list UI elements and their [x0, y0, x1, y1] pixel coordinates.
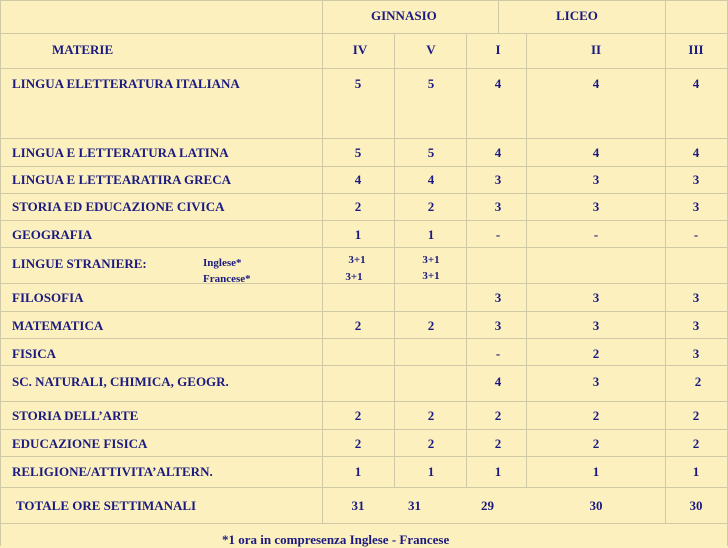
subject-label: RELIGIONE/ATTIVITA’ALTERN. — [12, 464, 213, 479]
table-cell: 3 — [592, 290, 600, 305]
table-cell: 5 — [427, 76, 435, 91]
total-cell: 30 — [689, 498, 703, 513]
table-cell: 3+1 — [345, 271, 363, 283]
subject-label: FILOSOFIA — [12, 290, 84, 305]
table-cell: 3 — [592, 318, 600, 333]
table-cell: 2 — [354, 318, 362, 333]
grid-line — [0, 138, 728, 139]
table-cell: 2 — [692, 408, 700, 423]
table-cell: 4 — [494, 76, 502, 91]
table-cell: 4 — [494, 374, 502, 389]
grid-line — [0, 0, 728, 1]
table-cell: 3 — [592, 172, 600, 187]
grid-line — [466, 33, 467, 488]
table-cell: 4 — [592, 76, 600, 91]
table-cell: 1 — [354, 227, 362, 242]
header-materie: MATERIE — [52, 42, 114, 57]
header-year-ii: II — [590, 42, 602, 57]
table-cell: 3 — [692, 172, 700, 187]
table-cell: - — [495, 346, 501, 361]
grid-line — [0, 401, 728, 402]
table-cell: 3 — [692, 318, 700, 333]
subject-label: FISICA — [12, 346, 57, 361]
grid-line — [0, 247, 728, 248]
table-cell: 2 — [427, 318, 435, 333]
grid-line — [0, 283, 728, 284]
header-year-v: V — [426, 42, 436, 57]
grid-line — [0, 365, 728, 366]
table-cell: 3 — [692, 199, 700, 214]
table-cell: 1 — [427, 227, 435, 242]
table-cell: 2 — [354, 408, 362, 423]
table-cell: 2 — [427, 436, 435, 451]
grid-line — [0, 220, 728, 221]
grid-line — [394, 33, 395, 488]
table-cell: 2 — [692, 436, 700, 451]
table-cell: 2 — [354, 199, 362, 214]
table-cell: 4 — [427, 172, 435, 187]
header-year-iii: III — [688, 42, 704, 57]
table-cell: 1 — [354, 464, 362, 479]
subject-label: MATEMATICA — [12, 318, 104, 333]
table-cell: 4 — [354, 172, 362, 187]
grid-line — [498, 0, 499, 33]
grid-line — [0, 33, 728, 34]
grid-line — [0, 193, 728, 194]
table-cell: 2 — [494, 408, 502, 423]
table-cell: 4 — [494, 145, 502, 160]
table-cell: 3+1 — [422, 254, 440, 266]
total-cell: 29 — [481, 498, 494, 513]
table-cell: 1 — [692, 464, 700, 479]
table-cell: 2 — [354, 436, 362, 451]
table-cell: 2 — [427, 199, 435, 214]
table-cell: - — [593, 227, 599, 242]
table-cell: 3 — [494, 199, 502, 214]
header-year-i: I — [495, 42, 501, 57]
table-cell: 5 — [427, 145, 435, 160]
total-cell: 30 — [589, 498, 603, 513]
grid-line — [0, 311, 728, 312]
grid-line — [0, 338, 728, 339]
sub-label-francese: Francese* — [203, 273, 251, 285]
table-cell: 3 — [494, 318, 502, 333]
table-cell: 3 — [494, 172, 502, 187]
table-cell: 5 — [354, 145, 362, 160]
grid-line — [0, 166, 728, 167]
header-year-iv: IV — [352, 42, 368, 57]
table-cell: 4 — [692, 76, 700, 91]
grid-line — [0, 429, 728, 430]
table-cell: 2 — [592, 436, 600, 451]
total-cell: 31 — [408, 498, 421, 513]
table-cell: 2 — [592, 346, 600, 361]
table-cell: 2 — [427, 408, 435, 423]
header-liceo: LICEO — [556, 8, 598, 23]
table-cell: 3+1 — [348, 254, 366, 266]
grid-line — [0, 0, 1, 546]
subject-label: EDUCAZIONE FISICA — [12, 436, 148, 451]
table-cell: 2 — [694, 374, 702, 389]
table-cell: 3 — [692, 346, 700, 361]
grid-line — [0, 523, 728, 524]
table-cell: 1 — [494, 464, 502, 479]
table-cell: 1 — [427, 464, 435, 479]
subject-label: LINGUA E LETTEARATIRA GRECA — [12, 172, 232, 187]
total-cell: 31 — [351, 498, 365, 513]
sub-label-inglese: Inglese* — [203, 257, 242, 269]
table-cell: 3 — [494, 290, 502, 305]
total-label: TOTALE ORE SETTIMANALI — [16, 498, 197, 513]
table-cell: 2 — [592, 408, 600, 423]
table-cell: - — [495, 227, 501, 242]
table-cell: 4 — [692, 145, 700, 160]
table-cell: - — [693, 227, 699, 242]
subject-label: STORIA ED EDUCAZIONE CIVICA — [12, 199, 225, 214]
subject-label: LINGUE STRANIERE: — [12, 256, 147, 271]
header-ginnasio: GINNASIO — [371, 8, 437, 23]
table-cell: 2 — [494, 436, 502, 451]
table-cell: 3+1 — [422, 270, 440, 282]
table-cell: 1 — [592, 464, 600, 479]
grid-line — [0, 68, 728, 69]
grid-line — [322, 0, 323, 523]
subject-label: LINGUA E LETTERATURA LATINA — [12, 145, 229, 160]
subject-label: STORIA DELL’ARTE — [12, 408, 139, 423]
table-cell: 5 — [354, 76, 362, 91]
subject-label: SC. NATURALI, CHIMICA, GEOGR. — [12, 374, 229, 389]
footnote: *1 ora in compresenza Inglese - Francese — [222, 532, 450, 547]
subject-label: LINGUA ELETTERATURA ITALIANA — [12, 76, 240, 91]
subject-label: GEOGRAFIA — [12, 227, 93, 242]
grid-line — [526, 33, 527, 488]
table-cell: 3 — [592, 199, 600, 214]
grid-line — [665, 0, 666, 523]
grid-line — [0, 487, 728, 488]
table-cell: 3 — [592, 374, 600, 389]
grid-line — [0, 456, 728, 457]
table-cell: 3 — [692, 290, 700, 305]
table-cell: 4 — [592, 145, 600, 160]
